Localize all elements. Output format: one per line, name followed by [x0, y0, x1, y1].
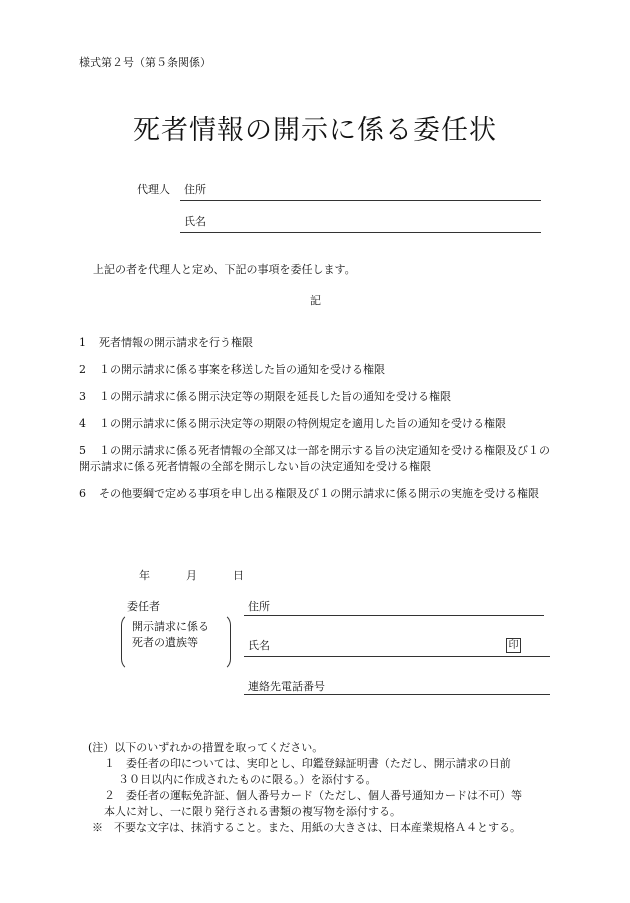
note-header: (注）以下のいずれかの措置を取ってください。 [88, 741, 324, 754]
agent-name-line[interactable] [180, 232, 541, 233]
date-year-label: 年 [139, 569, 150, 582]
principal-name-line[interactable] [244, 656, 550, 657]
date-month-label: 月 [186, 569, 197, 582]
item-number: 4 [79, 417, 86, 430]
note-2-line1: ２ 委任者の運転免許証、個人番号カード（ただし、個人番号通知カードは不可）等 [104, 789, 522, 802]
agent-address-label: 住所 [184, 183, 206, 196]
item-number: 2 [79, 363, 86, 376]
item-text: １の開示請求に係る事案を移送した旨の通知を受ける権限 [99, 363, 385, 376]
note-2-line2: 本人に対し、一に限り発行される書類の複写物を添付する。 [104, 805, 401, 818]
list-item [79, 335, 559, 351]
ki-heading: 記 [310, 294, 321, 307]
note-remark: ※ 不要な文字は、抹消すること。また、用紙の大きさは、日本産業規格Ａ４とする。 [92, 821, 521, 834]
bracket-text-line2: 死者の遺族等 [132, 636, 198, 649]
principal-name-label: 氏名 [248, 639, 270, 652]
item-text: 死者情報の開示請求を行う権限 [99, 336, 253, 349]
date-day-label: 日 [233, 569, 244, 582]
page-title: 死者情報の開示に係る委任状 [133, 115, 497, 146]
list-item [79, 416, 559, 432]
item-number: 5 [79, 444, 86, 457]
item-number: 1 [79, 336, 86, 349]
form-number: 様式第２号（第５条関係） [79, 56, 211, 69]
principal-phone-line[interactable] [244, 694, 550, 695]
agent-address-line[interactable] [180, 200, 541, 201]
item-text: その他要綱で定める事項を申し出る権限及び１の開示請求に係る開示の実施を受ける権限 [99, 487, 539, 500]
principal-address-line[interactable] [244, 615, 544, 616]
bracket-text-line1: 開示請求に係る [132, 620, 209, 633]
agent-name-label: 氏名 [184, 215, 206, 228]
item-text: １の開示請求に係る死者情報の全部又は一部を開示する旨の決定通知を受ける権限及び１の開示請求に係る死者情報の全部を開示しない旨の決定通知を受ける権限 [79, 444, 550, 473]
note-1-line2: ３０日以内に作成されたものに限る。）を添付する。 [118, 773, 377, 786]
list-item [79, 443, 559, 475]
agent-label: 代理人 [137, 183, 170, 196]
principal-label: 委任者 [127, 600, 160, 613]
principal-phone-label: 連絡先電話番号 [248, 680, 325, 693]
seal-icon: 印 [506, 638, 521, 653]
principal-address-label: 住所 [248, 600, 270, 613]
intro-text: 上記の者を代理人と定め、下記の事項を委任します。 [93, 263, 356, 276]
item-number: 6 [79, 487, 86, 500]
note-1-line1: １ 委任者の印については、実印とし、印鑑登録証明書（ただし、開示請求の日前 [104, 757, 511, 770]
item-text: １の開示請求に係る開示決定等の期限を延長した旨の通知を受ける権限 [99, 390, 451, 403]
item-number: 3 [79, 390, 86, 403]
item-text: １の開示請求に係る開示決定等の期限の特例規定を適用した旨の通知を受ける権限 [99, 417, 506, 430]
list-item [79, 486, 559, 502]
list-item [79, 389, 559, 405]
list-item [79, 362, 559, 378]
